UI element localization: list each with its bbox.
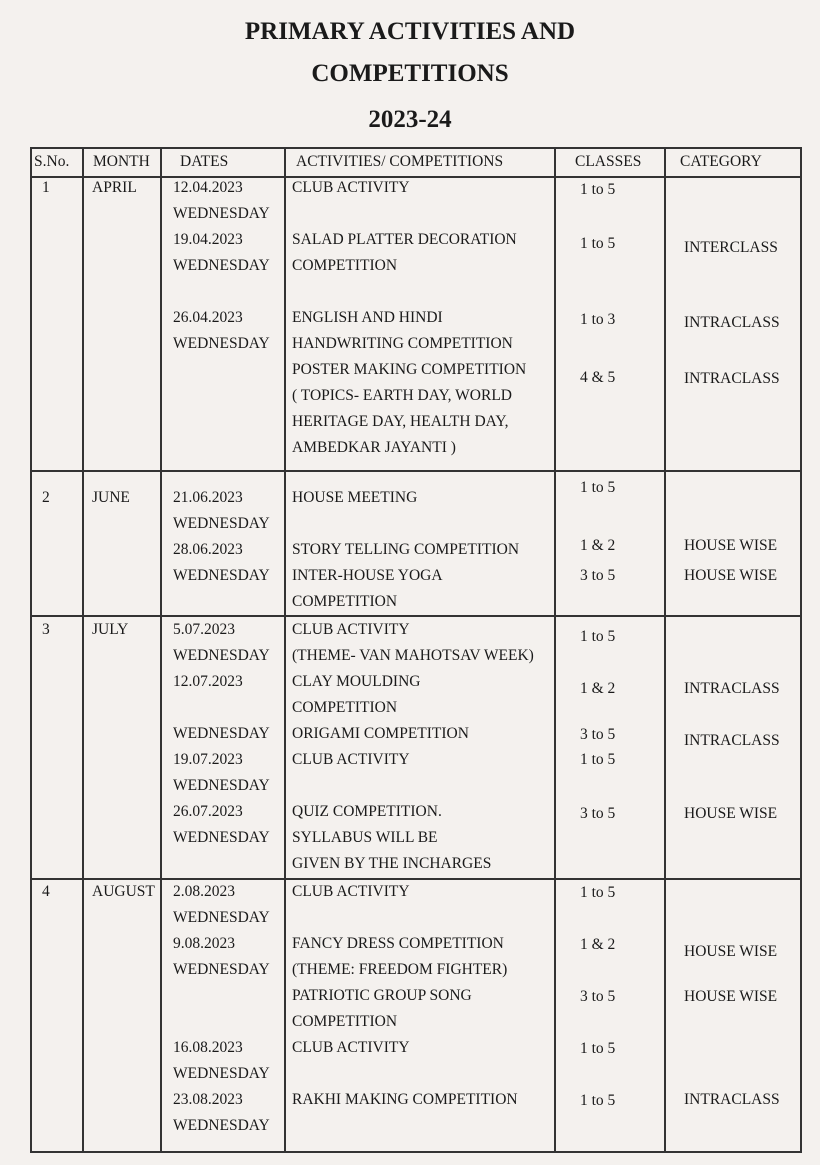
- classes-cell: 1 to 5: [580, 1092, 616, 1109]
- date-cell: 12.07.2023: [173, 673, 243, 690]
- activity-cell: FANCY DRESS COMPETITION: [292, 935, 504, 952]
- activity-cell: COMPETITION: [292, 257, 398, 274]
- table-border: [800, 147, 802, 1153]
- category-cell: INTRACLASS: [684, 680, 780, 697]
- date-cell: 5.07.2023: [173, 621, 235, 638]
- activity-cell: GIVEN BY THE INCHARGES: [292, 855, 492, 872]
- date-cell: 26.04.2023: [173, 309, 243, 326]
- classes-cell: 3 to 5: [580, 988, 616, 1005]
- header-dates: DATES: [180, 153, 229, 170]
- category-cell: INTRACLASS: [684, 1091, 780, 1108]
- classes-cell: 1 to 5: [580, 884, 616, 901]
- activity-cell: POSTER MAKING COMPETITION: [292, 361, 527, 378]
- classes-cell: 1 to 5: [580, 235, 616, 252]
- classes-cell: 1 to 5: [580, 751, 616, 768]
- date-cell: 2.08.2023: [173, 883, 235, 900]
- day-cell: WEDNESDAY: [173, 909, 270, 926]
- header-category: CATEGORY: [680, 153, 762, 170]
- column-divider: [160, 147, 162, 1153]
- column-divider: [664, 147, 666, 1153]
- category-cell: HOUSE WISE: [684, 943, 778, 960]
- page-title-line-2: COMPETITIONS: [311, 60, 509, 87]
- row-month: JULY: [92, 621, 129, 638]
- day-cell: WEDNESDAY: [173, 335, 270, 352]
- activity-cell: COMPETITION: [292, 593, 398, 610]
- activity-cell: (THEME: FREEDOM FIGHTER): [292, 961, 508, 978]
- day-cell: WEDNESDAY: [173, 961, 270, 978]
- page-title-line-1: PRIMARY ACTIVITIES AND: [244, 18, 576, 45]
- header-month: MONTH: [93, 153, 150, 170]
- row-serial-number: 3: [42, 621, 50, 638]
- row-serial-number: 2: [42, 489, 50, 506]
- activities-table: [30, 147, 802, 1153]
- activity-cell: SYLLABUS WILL BE: [292, 829, 438, 846]
- activity-cell: CLUB ACTIVITY: [292, 179, 410, 196]
- classes-cell: 1 to 5: [580, 479, 616, 496]
- activity-cell: QUIZ COMPETITION.: [292, 803, 442, 820]
- activity-cell: CLUB ACTIVITY: [292, 883, 410, 900]
- category-cell: HOUSE WISE: [684, 537, 778, 554]
- category-cell: INTERCLASS: [684, 239, 778, 256]
- activity-cell: CLUB ACTIVITY: [292, 621, 410, 638]
- page-title-year: 2023-24: [368, 106, 452, 133]
- classes-cell: 1 to 5: [580, 1040, 616, 1057]
- date-cell: 9.08.2023: [173, 935, 235, 952]
- activity-cell: STORY TELLING COMPETITION: [292, 541, 520, 558]
- category-cell: HOUSE WISE: [684, 988, 778, 1005]
- date-cell: 26.07.2023: [173, 803, 243, 820]
- row-serial-number: 1: [42, 179, 50, 196]
- classes-cell: 1 to 5: [580, 181, 616, 198]
- day-cell: WEDNESDAY: [173, 829, 270, 846]
- classes-cell: 1 & 2: [580, 680, 616, 697]
- classes-cell: 4 & 5: [580, 369, 616, 386]
- date-cell: 19.04.2023: [173, 231, 243, 248]
- column-divider: [554, 147, 556, 1153]
- date-cell: 16.08.2023: [173, 1039, 243, 1056]
- row-month: JUNE: [92, 489, 130, 506]
- table-border: [30, 147, 32, 1153]
- category-cell: HOUSE WISE: [684, 567, 778, 584]
- date-cell: 21.06.2023: [173, 489, 243, 506]
- activity-cell: ORIGAMI COMPETITION: [292, 725, 469, 742]
- activity-cell: CLAY MOULDING: [292, 673, 421, 690]
- activity-cell: RAKHI MAKING COMPETITION: [292, 1091, 518, 1108]
- row-divider: [30, 615, 802, 617]
- date-cell: 12.04.2023: [173, 179, 243, 196]
- date-cell: 19.07.2023: [173, 751, 243, 768]
- column-divider: [82, 147, 84, 1153]
- classes-cell: 1 to 5: [580, 628, 616, 645]
- row-divider: [30, 470, 802, 472]
- classes-cell: 3 to 5: [580, 567, 616, 584]
- activity-cell: HANDWRITING COMPETITION: [292, 335, 513, 352]
- category-cell: INTRACLASS: [684, 370, 780, 387]
- column-divider: [284, 147, 286, 1153]
- day-cell: WEDNESDAY: [173, 567, 270, 584]
- day-cell: WEDNESDAY: [173, 205, 270, 222]
- category-cell: INTRACLASS: [684, 314, 780, 331]
- day-cell: WEDNESDAY: [173, 515, 270, 532]
- day-cell: WEDNESDAY: [173, 1117, 270, 1134]
- classes-cell: 1 & 2: [580, 537, 616, 554]
- activity-cell: SALAD PLATTER DECORATION: [292, 231, 517, 248]
- day-cell: WEDNESDAY: [173, 777, 270, 794]
- activity-cell: PATRIOTIC GROUP SONG: [292, 987, 472, 1004]
- row-divider: [30, 176, 802, 178]
- activity-cell: (THEME- VAN MAHOTSAV WEEK): [292, 647, 534, 664]
- activity-cell: COMPETITION: [292, 1013, 398, 1030]
- activity-cell: HOUSE MEETING: [292, 489, 418, 506]
- classes-cell: 3 to 5: [580, 726, 616, 743]
- day-cell: WEDNESDAY: [173, 725, 270, 742]
- activity-cell: CLUB ACTIVITY: [292, 1039, 410, 1056]
- activity-cell: INTER-HOUSE YOGA: [292, 567, 443, 584]
- activity-cell: AMBEDKAR JAYANTI ): [292, 439, 456, 456]
- day-cell: WEDNESDAY: [173, 647, 270, 664]
- day-cell: WEDNESDAY: [173, 257, 270, 274]
- activity-cell: COMPETITION: [292, 699, 398, 716]
- row-month: APRIL: [92, 179, 137, 196]
- category-cell: HOUSE WISE: [684, 805, 778, 822]
- category-cell: INTRACLASS: [684, 732, 780, 749]
- date-cell: 23.08.2023: [173, 1091, 243, 1108]
- activity-cell: HERITAGE DAY, HEALTH DAY,: [292, 413, 509, 430]
- activity-cell: ENGLISH AND HINDI: [292, 309, 443, 326]
- activity-cell: CLUB ACTIVITY: [292, 751, 410, 768]
- row-divider: [30, 1151, 802, 1153]
- row-serial-number: 4: [42, 883, 50, 900]
- row-month: AUGUST: [92, 883, 155, 900]
- header-classes: CLASSES: [575, 153, 642, 170]
- day-cell: WEDNESDAY: [173, 1065, 270, 1082]
- classes-cell: 1 to 3: [580, 311, 616, 328]
- date-cell: 28.06.2023: [173, 541, 243, 558]
- classes-cell: 1 & 2: [580, 936, 616, 953]
- header-sno: S.No.: [34, 153, 70, 170]
- classes-cell: 3 to 5: [580, 805, 616, 822]
- activity-cell: ( TOPICS- EARTH DAY, WORLD: [292, 387, 512, 404]
- header-activities: ACTIVITIES/ COMPETITIONS: [296, 153, 504, 170]
